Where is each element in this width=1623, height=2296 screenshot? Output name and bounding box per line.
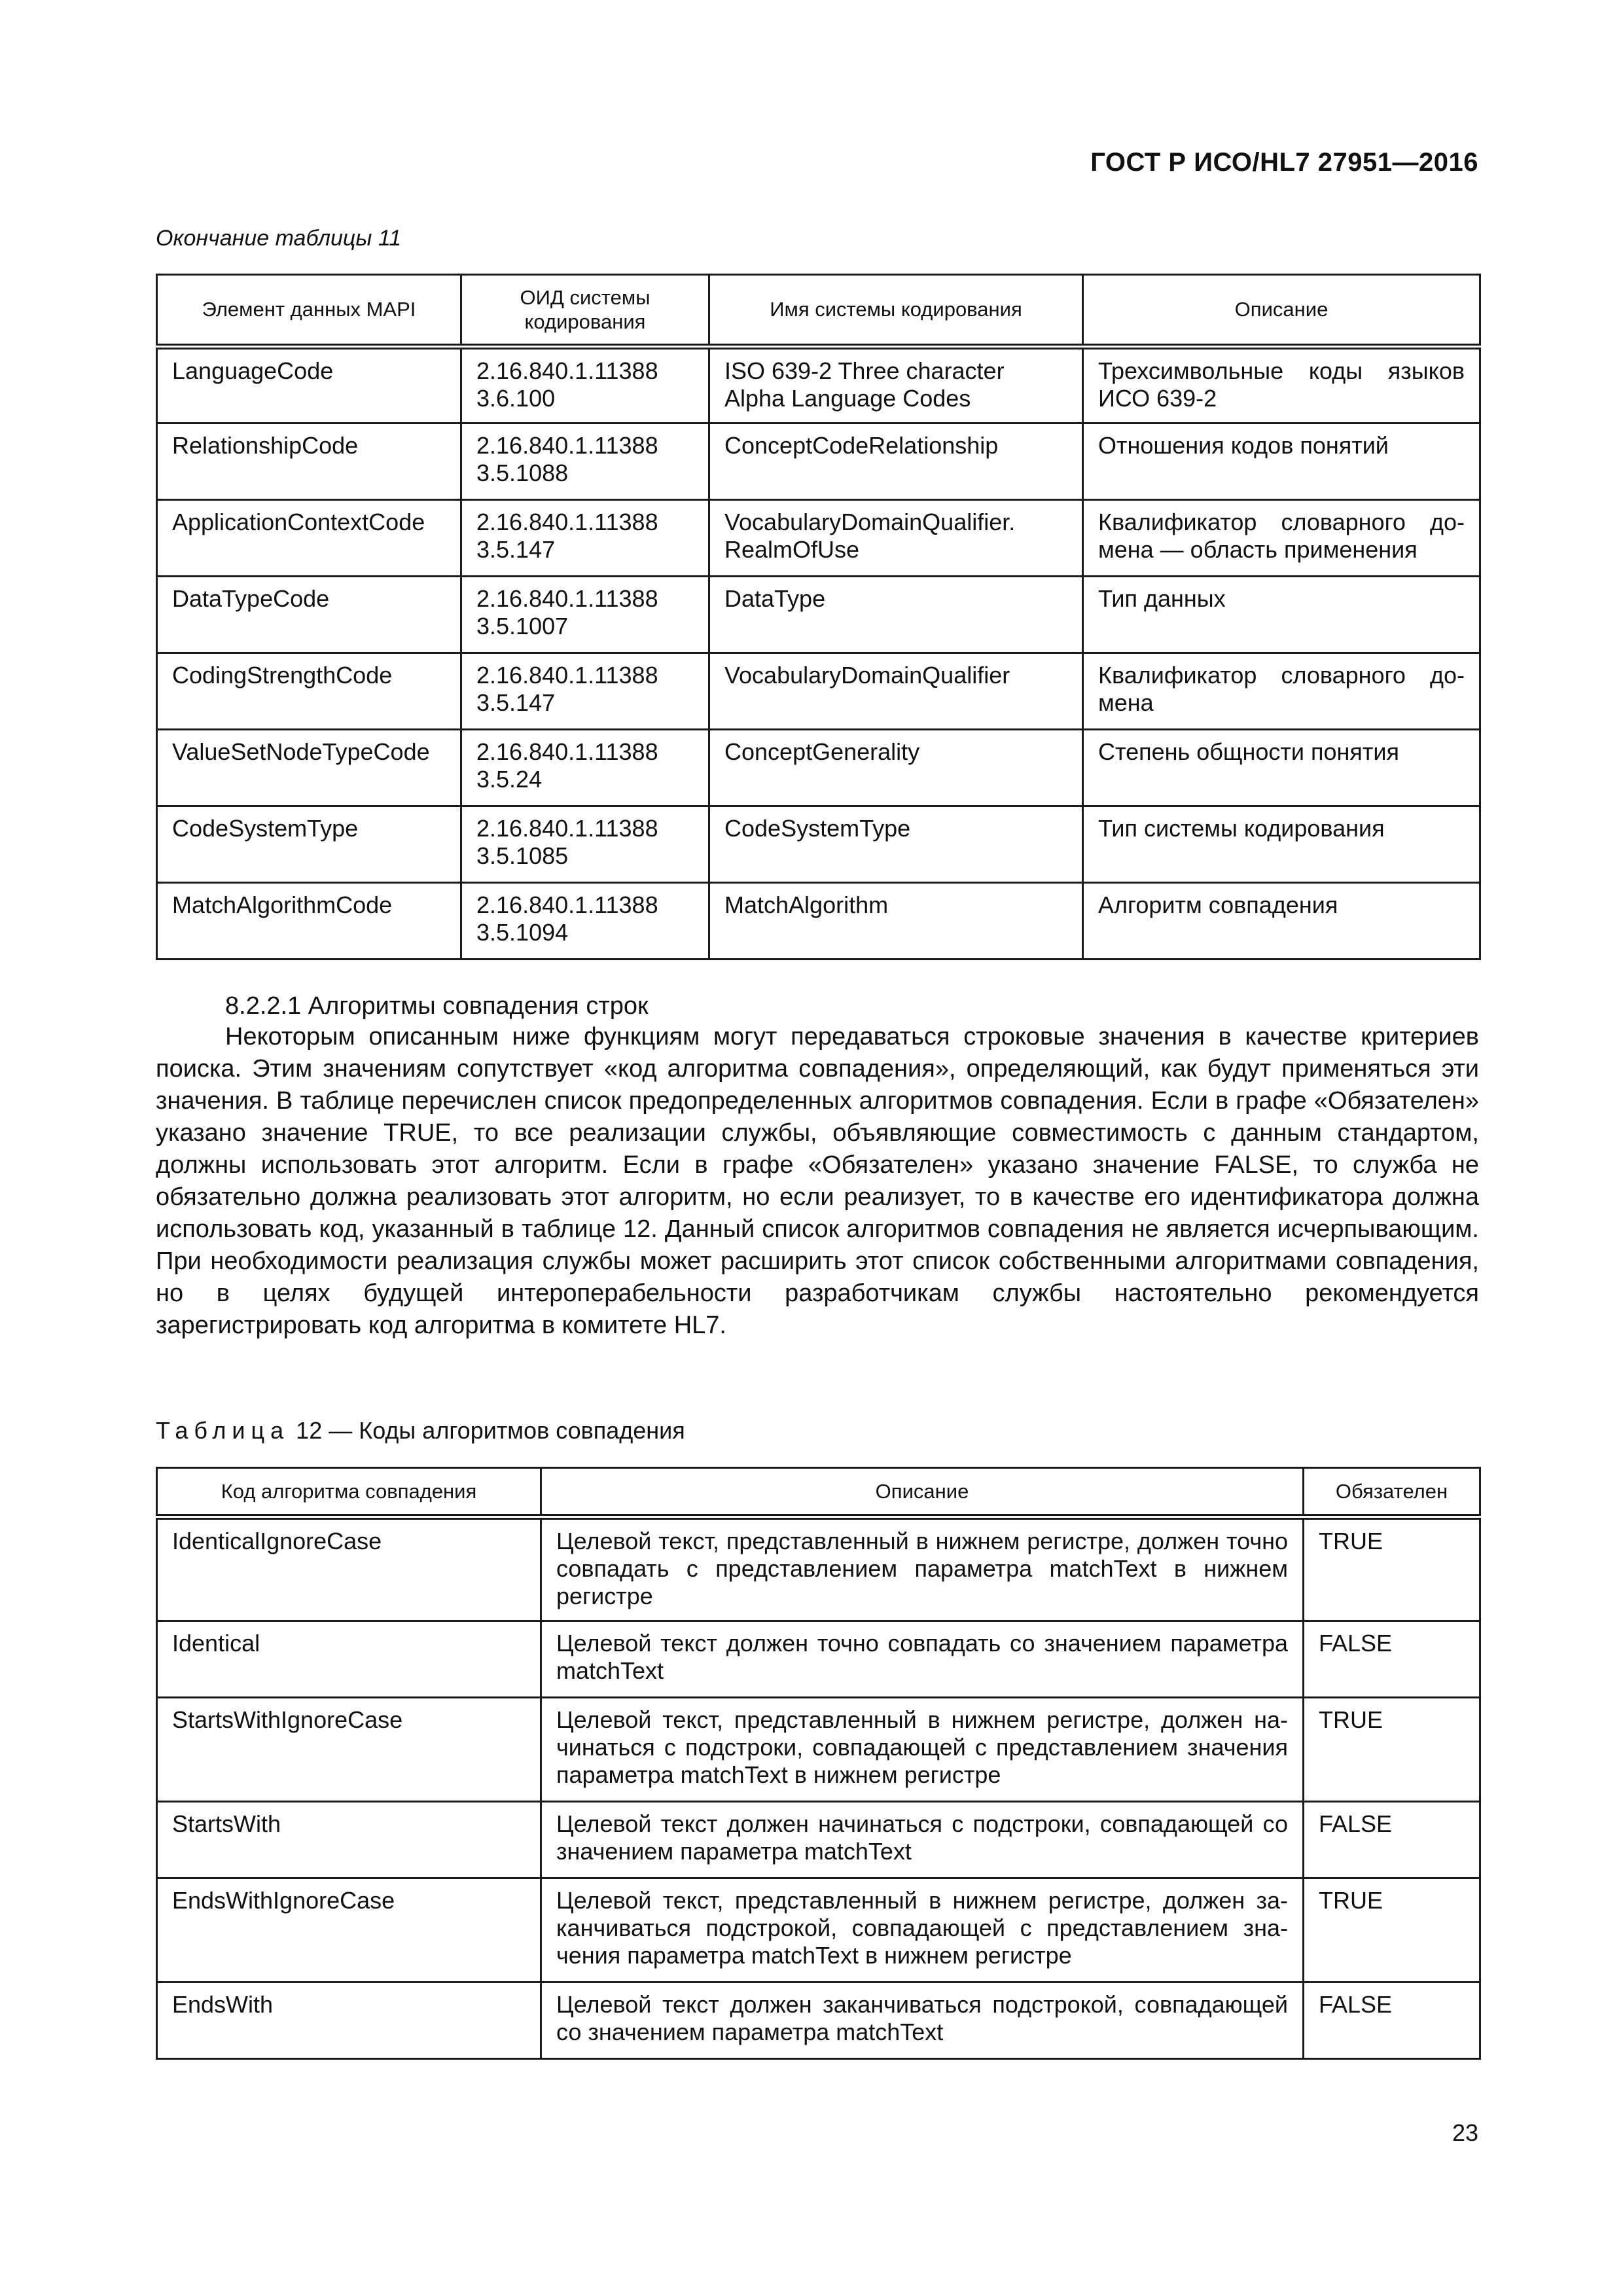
table-row [157, 1621, 1480, 1698]
table-row [157, 347, 1480, 423]
mapi-element-cell: DataTypeCode [157, 577, 461, 653]
coding-system-name-cell: CodeSystemType [709, 806, 1083, 883]
section-heading: 8.2.2.1 Алгоритмы совпадения строк [225, 992, 649, 1020]
description-cell: Тип системы кодирования [1083, 806, 1480, 883]
coding-system-name-cell: ISO 639-2 Three character Alpha Language Codes [709, 347, 1083, 423]
description-cell: Трехсимвольные коды языков ИСО 639-2 [1083, 347, 1480, 423]
page-number: 23 [1452, 2119, 1478, 2146]
table-row [157, 730, 1480, 806]
description-cell: Отношения кодов понятий [1083, 423, 1480, 500]
algorithm-code-cell: StartsWith [157, 1802, 541, 1878]
mapi-element-cell: MatchAlgorithmCode [157, 883, 461, 960]
description-cell: Степень общности понятия [1083, 730, 1480, 806]
oid-cell: 2.16.840.1.11388 3.6.100 [461, 347, 709, 423]
oid-cell: 2.16.840.1.11388 3.5.1007 [461, 577, 709, 653]
table-row [157, 883, 1480, 960]
algorithm-description-cell: Целевой текст, представленный в нижнем регистре, должен заканчиваться подстрокой, совпадающей с представлением значения параметра matchText в нижнем регистре [541, 1878, 1304, 1982]
table-row [157, 1698, 1480, 1802]
table-11-header-cell: Описание [1083, 275, 1480, 347]
table-12-header-cell: Код алгоритма совпадения [157, 1468, 541, 1517]
table-12-header-row [157, 1468, 1480, 1517]
table-12-caption-title: 12 — Коды алгоритмов совпадения [296, 1417, 685, 1444]
table-12-header-cell: Описание [541, 1468, 1304, 1517]
description-cell: Тип данных [1083, 577, 1480, 653]
oid-cell: 2.16.840.1.11388 3.5.1085 [461, 806, 709, 883]
algorithm-description-cell: Целевой текст должен начинаться с подстроки, совпадающей со значением параметра matchText [541, 1802, 1304, 1878]
mandatory-cell: FALSE [1304, 1621, 1480, 1698]
body-paragraph: Некоторым описанным ниже функциям могут передаваться строковые значения в качестве критериев поиска. Этим значениям сопутствует «код алгоритма совпадения», определяющий, как будут применяться эти значения. В таблице перечислен список предопределенных алгоритмов совпадения. Если в графе «Обязателен» указано значение TRUE, то все реализации службы, объявляющие совместимость с данным стандартом, должны использовать этот алгоритм. Если в графе «Обязателен» указано значение FALSE, то служба не обязательно должна реализовать этот алгоритм, но если реализует, то в качестве его идентификатора должна использовать код, указанный в таблице 12. Данный список алгоритмов совпадения не является исчерпывающим. При необходимости реализация службы может расширить этот список собственными алгоритмами совпадения, но в целях будущей интероперабельности разработчикам службы настоятельно рекомендуется зарегистрировать код алгоритма в комитете HL7. [156, 1023, 1479, 1339]
algorithm-description-cell: Целевой текст должен заканчиваться подстрокой, совпадающей со значением параметра matchText [541, 1982, 1304, 2059]
oid-cell: 2.16.840.1.11388 3.5.1088 [461, 423, 709, 500]
table-12-caption [156, 1417, 685, 1444]
oid-cell: 2.16.840.1.11388 3.5.147 [461, 653, 709, 730]
mandatory-cell: FALSE [1304, 1982, 1480, 2059]
table-row [157, 1517, 1480, 1621]
table-12 [156, 1467, 1481, 2060]
algorithm-description-cell: Целевой текст, представленный в нижнем регистре, должен точно совпадать с представлением параметра matchText в нижнем регистре [541, 1517, 1304, 1621]
mapi-element-cell: CodeSystemType [157, 806, 461, 883]
mapi-element-cell: RelationshipCode [157, 423, 461, 500]
table-row [157, 806, 1480, 883]
table-row [157, 653, 1480, 730]
table-row [157, 1982, 1480, 2059]
table-row [157, 423, 1480, 500]
description-cell: Алгоритм совпадения [1083, 883, 1480, 960]
coding-system-name-cell: VocabularyDomainQualifier. RealmOfUse [709, 500, 1083, 577]
algorithm-code-cell: IdenticalIgnoreCase [157, 1517, 541, 1621]
table-12-header-cell: Обязателен [1304, 1468, 1480, 1517]
table-11-header-row [157, 275, 1480, 347]
table-11-header-cell: ОИД системы кодирования [461, 275, 709, 347]
mandatory-cell: TRUE [1304, 1517, 1480, 1621]
algorithm-code-cell: StartsWithIgnoreCase [157, 1698, 541, 1802]
mapi-element-cell: CodingStrengthCode [157, 653, 461, 730]
algorithm-code-cell: Identical [157, 1621, 541, 1698]
coding-system-name-cell: DataType [709, 577, 1083, 653]
algorithm-description-cell: Целевой текст должен точно совпадать со значением параметра matchText [541, 1621, 1304, 1698]
table-11-continuation-caption: Окончание таблицы 11 [156, 226, 402, 251]
table-11-header-cell: Элемент данных MAPI [157, 275, 461, 347]
coding-system-name-cell: ConceptCodeRelationship [709, 423, 1083, 500]
algorithm-description-cell: Целевой текст, представленный в нижнем регистре, должен начинаться с подстроки, совпадающей с представлением значения параметра matchText в нижнем регистре [541, 1698, 1304, 1802]
table-row [157, 500, 1480, 577]
table-row [157, 1878, 1480, 1982]
coding-system-name-cell: ConceptGenerality [709, 730, 1083, 806]
table-11 [156, 274, 1481, 960]
mandatory-cell: TRUE [1304, 1878, 1480, 1982]
mandatory-cell: TRUE [1304, 1698, 1480, 1802]
table-row [157, 1802, 1480, 1878]
algorithm-code-cell: EndsWithIgnoreCase [157, 1878, 541, 1982]
description-cell: Квалификатор словарного домена — область применения [1083, 500, 1480, 577]
coding-system-name-cell: VocabularyDomainQualifier [709, 653, 1083, 730]
algorithm-code-cell: EndsWith [157, 1982, 541, 2059]
coding-system-name-cell: MatchAlgorithm [709, 883, 1083, 960]
mapi-element-cell: ValueSetNodeTypeCode [157, 730, 461, 806]
oid-cell: 2.16.840.1.11388 3.5.24 [461, 730, 709, 806]
document-id-header: ГОСТ Р ИСО/HL7 27951—2016 [1090, 148, 1478, 177]
description-cell: Квалификатор словарного домена [1083, 653, 1480, 730]
mandatory-cell: FALSE [1304, 1802, 1480, 1878]
table-row [157, 577, 1480, 653]
table-11-header-cell: Имя системы кодирования [709, 275, 1083, 347]
mapi-element-cell: LanguageCode [157, 347, 461, 423]
oid-cell: 2.16.840.1.11388 3.5.1094 [461, 883, 709, 960]
oid-cell: 2.16.840.1.11388 3.5.147 [461, 500, 709, 577]
table-12-caption-word: Таблица [156, 1417, 290, 1444]
mapi-element-cell: ApplicationContextCode [157, 500, 461, 577]
